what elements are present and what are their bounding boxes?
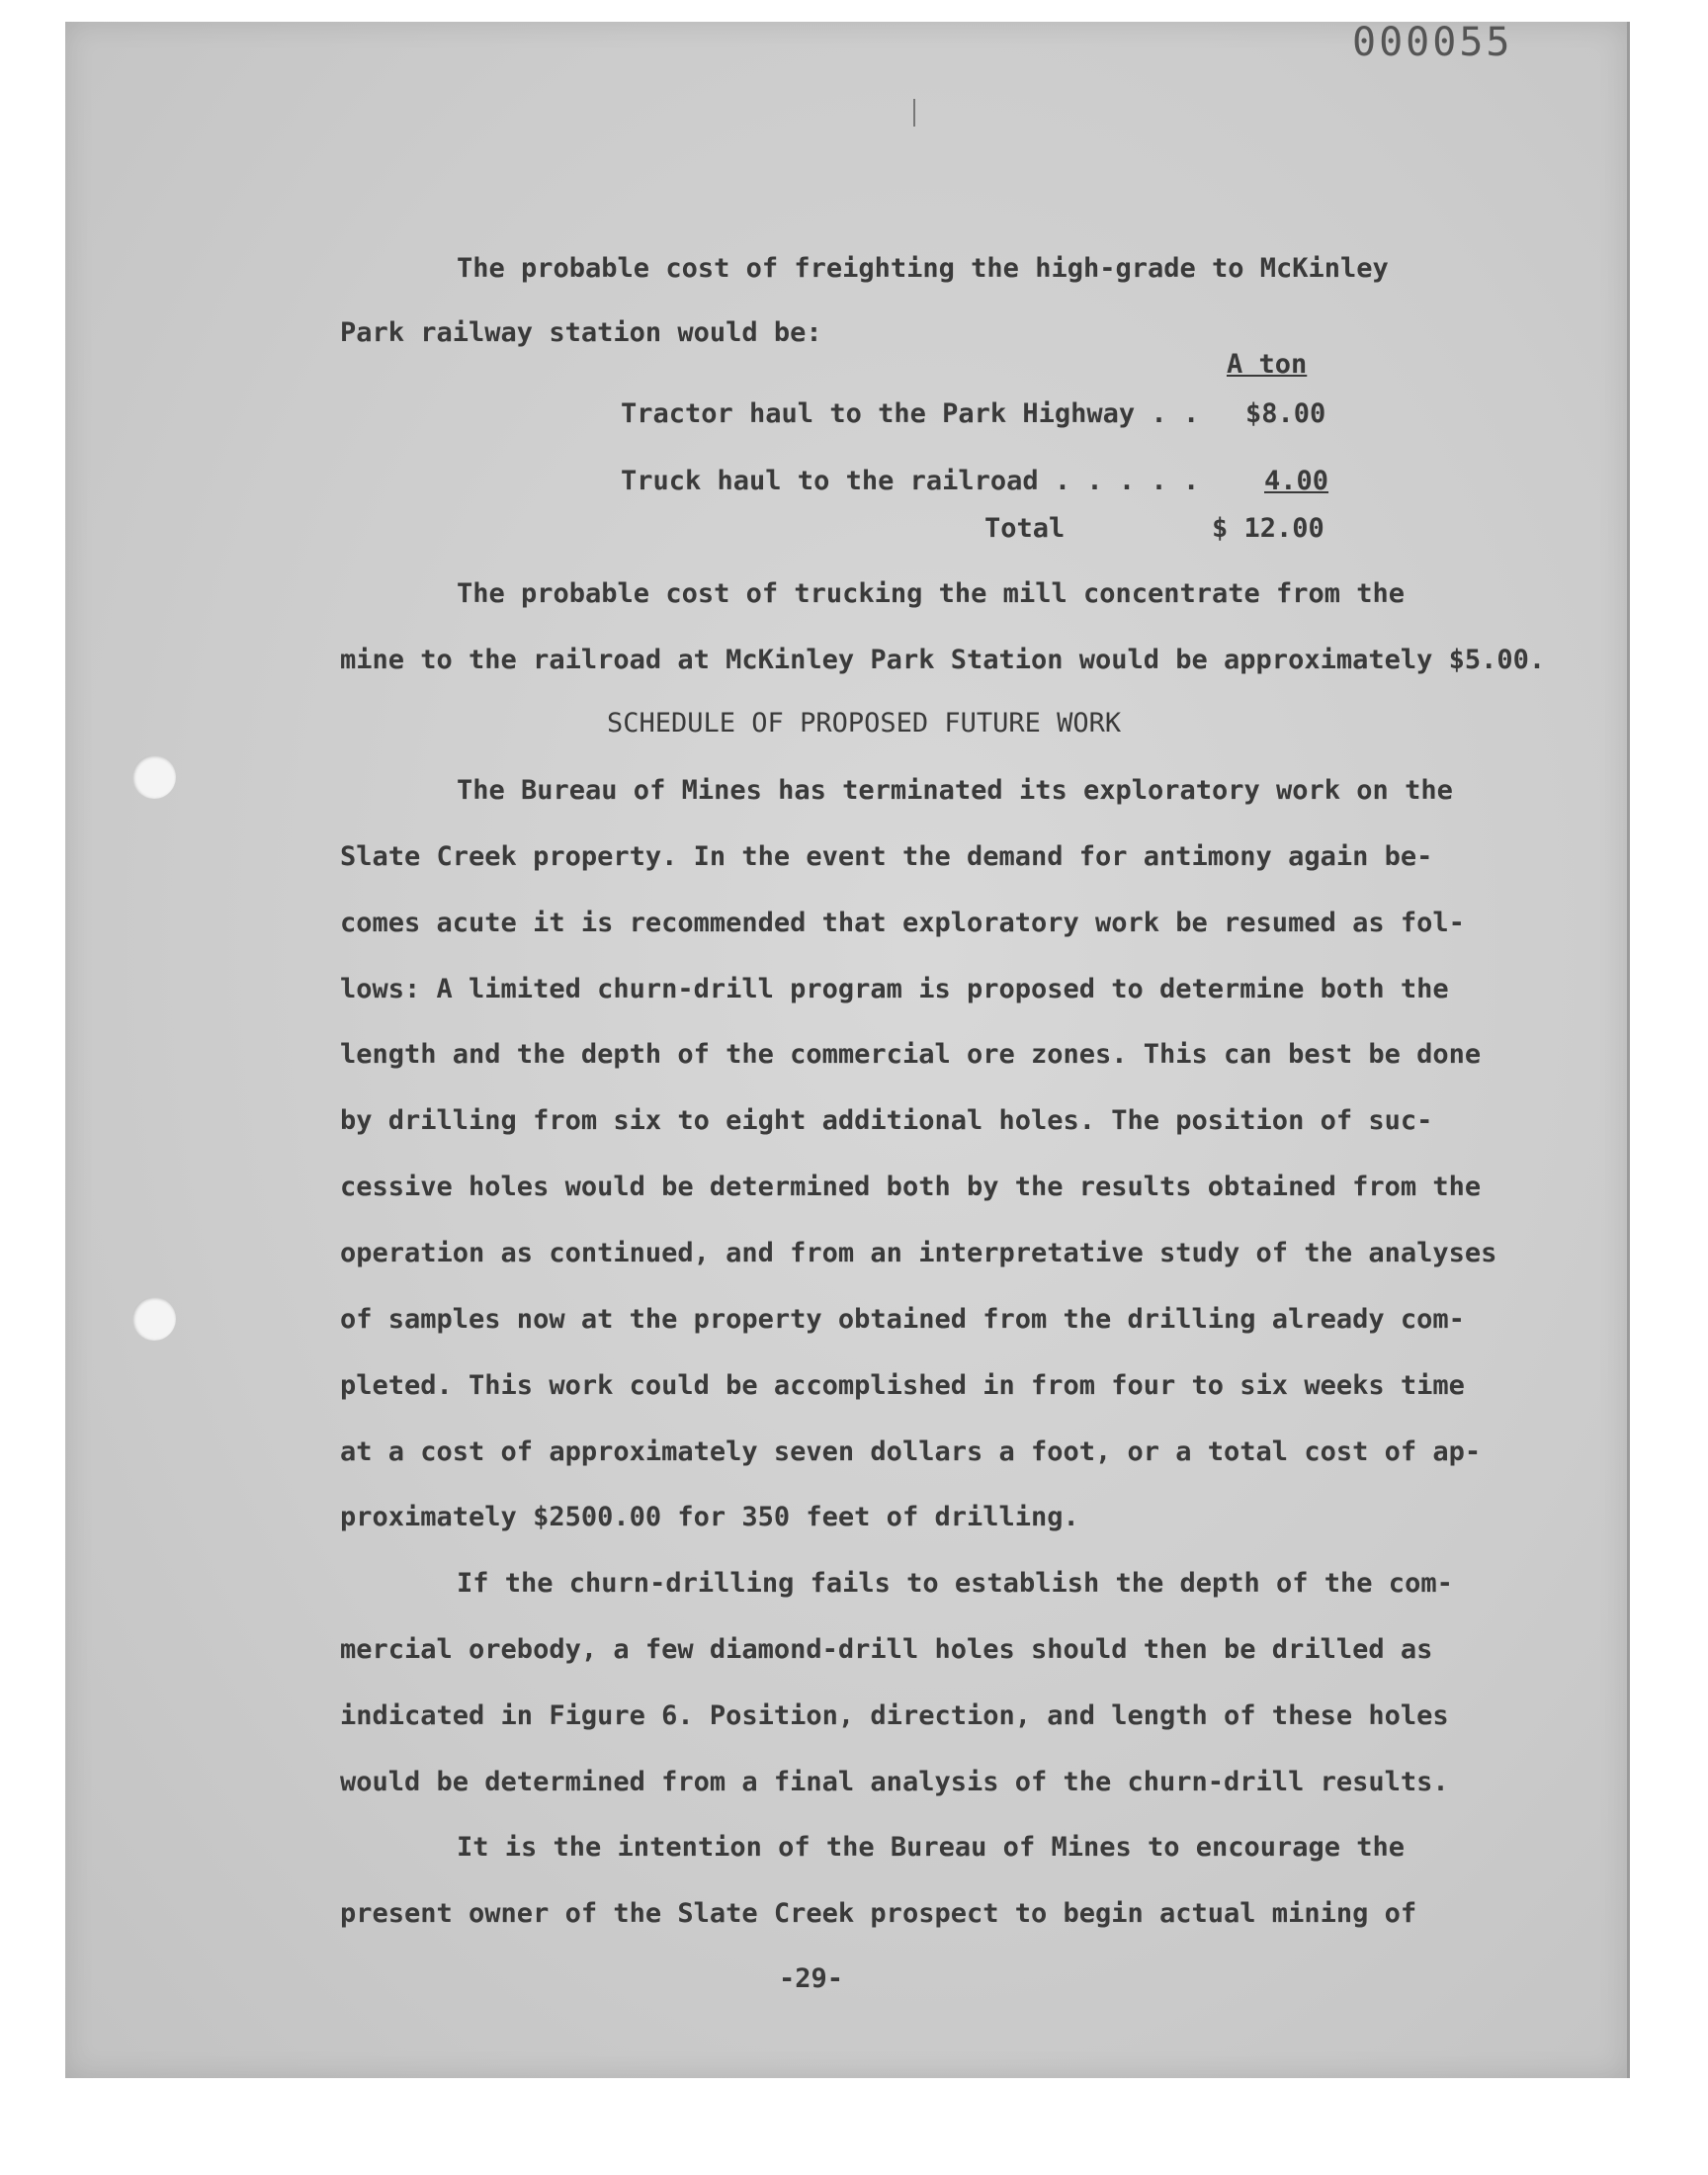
page-number: -29- [779, 1963, 844, 1994]
section-heading: SCHEDULE OF PROPOSED FUTURE WORK [607, 708, 1122, 739]
cost-row-label: Truck haul to the railroad . . . . . [621, 466, 1200, 496]
paragraph-line: mercial orebody, a few diamond-drill holes should then be drilled as [340, 1634, 1433, 1665]
paragraph-line: would be determined from a final analysis of the churn-drill results. [340, 1767, 1449, 1797]
intro-line-2: Park railway station would be: [340, 317, 822, 348]
intro-line-1: The probable cost of freighting the high-grade to McKinley [457, 253, 1389, 284]
paragraph-line: cessive holes would be determined both by the results obtained from the [340, 1172, 1482, 1202]
paragraph-line: indicated in Figure 6. Position, direction, and length of these holes [340, 1700, 1449, 1731]
cost-row-value: 4.00 [1264, 466, 1329, 496]
concentrate-line-2: mine to the railroad at McKinley Park Station would be approximately $5.00. [340, 645, 1546, 675]
document-stamp-number: 000055 [1352, 20, 1513, 65]
paragraph-line: length and the depth of the commercial ore zones. This can best be done [340, 1039, 1482, 1070]
paragraph-line: pleted. This work could be accomplished in from four to six weeks time [340, 1370, 1465, 1401]
cost-table-header: A ton [1227, 349, 1308, 380]
paragraph-line: proximately $2500.00 for 350 feet of drilling. [340, 1502, 1079, 1532]
paragraph-line: Slate Creek property. In the event the demand for antimony again be- [340, 841, 1433, 872]
paragraph-line: It is the intention of the Bureau of Mines to encourage the [457, 1832, 1406, 1863]
cost-total-label: Total [984, 513, 1066, 544]
paragraph-line: present owner of the Slate Creek prospect to begin actual mining of [340, 1898, 1417, 1929]
paragraph-line: operation as continued, and from an interpretative study of the analyses [340, 1238, 1497, 1268]
cost-row-value: $8.00 [1245, 398, 1326, 429]
paragraph-line: at a cost of approximately seven dollars a foot, or a total cost of ap- [340, 1436, 1482, 1467]
paragraph-line: lows: A limited churn-drill program is proposed to determine both the [340, 974, 1449, 1004]
cost-total-value: $ 12.00 [1212, 513, 1324, 544]
paragraph-line: The Bureau of Mines has terminated its exploratory work on the [457, 775, 1453, 806]
paragraph-line: by drilling from six to eight additional holes. The position of suc- [340, 1105, 1433, 1136]
tick-mark [913, 99, 915, 127]
paragraph-line: of samples now at the property obtained from the drilling already com- [340, 1304, 1465, 1335]
punch-hole [132, 1297, 176, 1341]
cost-row-label: Tractor haul to the Park Highway . . [621, 398, 1200, 429]
concentrate-line-1: The probable cost of trucking the mill concentrate from the [457, 578, 1406, 609]
punch-hole [132, 755, 176, 799]
paragraph-line: If the churn-drilling fails to establish the depth of the com- [457, 1568, 1453, 1599]
paragraph-line: comes acute it is recommended that exploratory work be resumed as fol- [340, 908, 1465, 938]
